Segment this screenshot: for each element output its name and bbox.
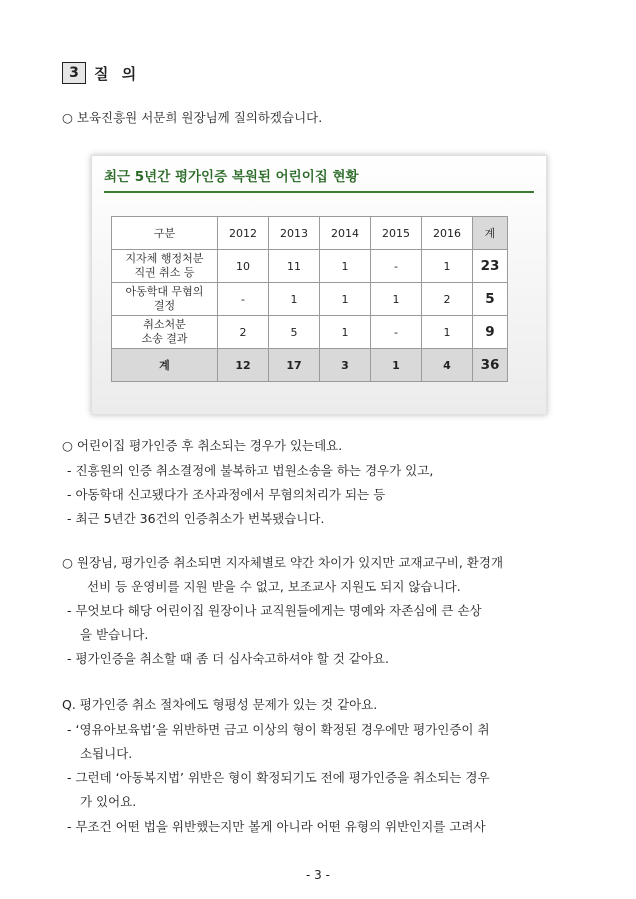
header-cell: 계	[473, 217, 508, 250]
table-header-row	[112, 217, 508, 250]
row-label: 아동학대 무혐의 결정	[112, 283, 218, 316]
table-cell: 1	[422, 250, 473, 283]
row-total: 9	[473, 316, 508, 349]
sum-cell: 12	[218, 349, 269, 382]
block2-lead: ○ 원장님, 평가인증 취소되면 지자체별로 약간 차이가 있지만 교재교구비, 환경개	[62, 555, 504, 570]
table-cell: 1	[422, 316, 473, 349]
table-cell: 5	[269, 316, 320, 349]
section-heading	[62, 62, 140, 84]
table-row	[112, 283, 508, 316]
table-cell: 1	[269, 283, 320, 316]
table-cell: -	[371, 250, 422, 283]
grand-total: 36	[473, 349, 508, 382]
block3-item-cont: 소됩니다.	[80, 746, 133, 761]
table-cell: -	[371, 316, 422, 349]
block1-item: - 최근 5년간 36건의 인증취소가 번복됐습니다.	[67, 511, 325, 526]
block3-item: - 무조건 어떤 법을 위반했는지만 볼게 아니라 어떤 유형의 위반인지를 고려사	[67, 819, 486, 834]
sum-cell: 17	[269, 349, 320, 382]
section-title: 질 의	[94, 64, 141, 83]
header-cell: 2012	[218, 217, 269, 250]
table-cell: 10	[218, 250, 269, 283]
table-cell: 1	[320, 283, 371, 316]
header-cell: 2016	[422, 217, 473, 250]
row-total: 23	[473, 250, 508, 283]
header-cell: 2015	[371, 217, 422, 250]
intro-paragraph: ○ 보육진흥원 서문희 원장님께 질의하겠습니다.	[62, 110, 323, 125]
table-cell: 11	[269, 250, 320, 283]
table-cell: 2	[218, 316, 269, 349]
block1-lead: ○ 어린이집 평가인증 후 취소되는 경우가 있는데요.	[62, 438, 343, 453]
block3-item: - ‘영유아보육법’을 위반하면 금고 이상의 형이 확정된 경우에만 평가인증이 취	[67, 722, 490, 737]
table-cell: -	[218, 283, 269, 316]
row-label: 지자체 행정처분 직권 취소 등	[112, 250, 218, 283]
table-cell: 1	[371, 283, 422, 316]
sum-cell: 1	[371, 349, 422, 382]
table-card-title: 최근 5년간 평가인증 복원된 어린이집 현황	[104, 169, 359, 185]
block1-item: - 진흥원의 인증 취소결정에 불복하고 법원소송을 하는 경우가 있고,	[67, 463, 434, 478]
table-row	[112, 316, 508, 349]
block2-lead-cont: 선비 등 운영비를 지원 받을 수 없고, 보조교사 지원도 되지 않습니다.	[87, 579, 461, 594]
block2-item-cont: 을 받습니다.	[80, 627, 149, 642]
status-table	[111, 216, 508, 382]
table-row	[112, 250, 508, 283]
header-cell: 2014	[320, 217, 371, 250]
header-cell: 2013	[269, 217, 320, 250]
table-sum-row	[112, 349, 508, 382]
sum-label: 계	[112, 349, 218, 382]
block3-lead: Q. 평가인증 취소 절차에도 형평성 문제가 있는 것 같아요.	[62, 697, 378, 712]
table-cell: 1	[320, 316, 371, 349]
block3-item: - 그런데 ‘아동복지법’ 위반은 형이 확정되기도 전에 평가인증을 취소되는 경우	[67, 770, 490, 785]
row-total: 5	[473, 283, 508, 316]
block2-item: - 무엇보다 해당 어린이집 원장이나 교직원들에게는 명예와 자존심에 큰 손상	[67, 603, 482, 618]
title-underline	[104, 191, 534, 193]
sum-cell: 4	[422, 349, 473, 382]
block1-item: - 아동학대 신고됐다가 조사과정에서 무혐의처리가 되는 등	[67, 487, 386, 502]
table-cell: 2	[422, 283, 473, 316]
page-number: - 3 -	[306, 868, 330, 882]
section-number-box: 3	[62, 62, 86, 84]
row-label: 취소처분 소송 결과	[112, 316, 218, 349]
table-card	[91, 155, 547, 415]
header-cell: 구분	[112, 217, 218, 250]
block2-item: - 평가인증을 취소할 때 좀 더 심사숙고하셔야 할 것 같아요.	[67, 651, 389, 666]
table-cell: 1	[320, 250, 371, 283]
sum-cell: 3	[320, 349, 371, 382]
block3-item-cont: 가 있어요.	[80, 794, 137, 809]
